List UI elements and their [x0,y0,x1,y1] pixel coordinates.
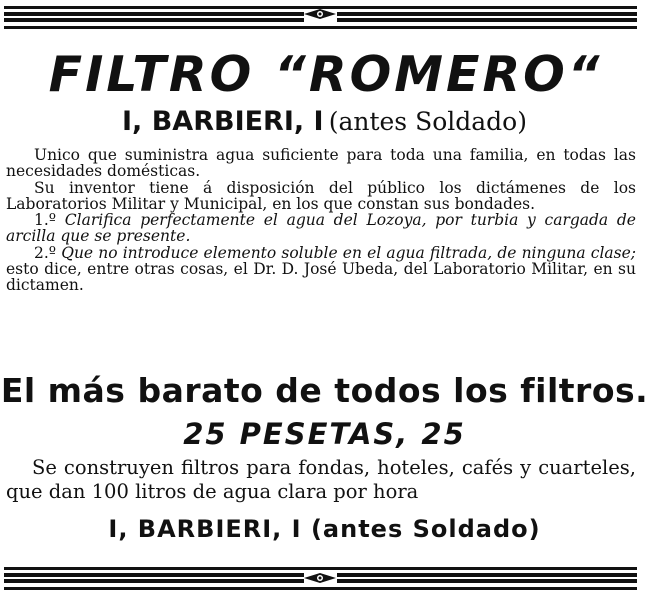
top-ornamental-border [4,6,637,36]
point-2-text: esto dice, entre otras cosas, el Dr. D. José Ubeda, del Laboratorio Militar, en su dictamen. [6,260,636,295]
address-bottom: I, BARBIERI, I (antes Soldado) [108,515,541,543]
paragraph-1: Unico que suministra agua suficiente para toda una familia, en todas las necesidades domésticas. [6,146,636,181]
address-top-street: I, BARBIERI, I [122,106,324,137]
footer-text [6,456,636,504]
point-1-text: Clarifica perfectamente el agua del Lozoya, por turbia y cargada de arcilla que se presente. [6,211,636,246]
footer-paragraph: Se construyen filtros para fondas, hoteles, cafés y cuarteles, que dan 100 litros de agua clara por hora [6,456,636,503]
point-1-number: 1.º [34,211,57,230]
price: 25 PESETAS, 25 [183,417,466,451]
ad-title: FILTRO “ROMERO“ [48,46,603,103]
headline: El más barato de todos los filtros. [0,371,649,410]
paragraph-2: Su inventor tiene á disposición del público los dictámenes de los Laboratorios Militar y Municipal, en los que constan sus bondades. [6,178,636,213]
point-2-number: 2.º [34,243,57,262]
paragraph-3 [6,212,636,245]
address-top [0,108,649,135]
point-2-italic: Que no introduce elemento soluble en el agua filtrada, de ninguna clase; [61,243,636,262]
address-top-note: (antes Soldado) [328,107,527,136]
bottom-ornamental-border [4,567,637,597]
paragraph-4 [6,245,636,294]
ad-body [6,147,636,294]
